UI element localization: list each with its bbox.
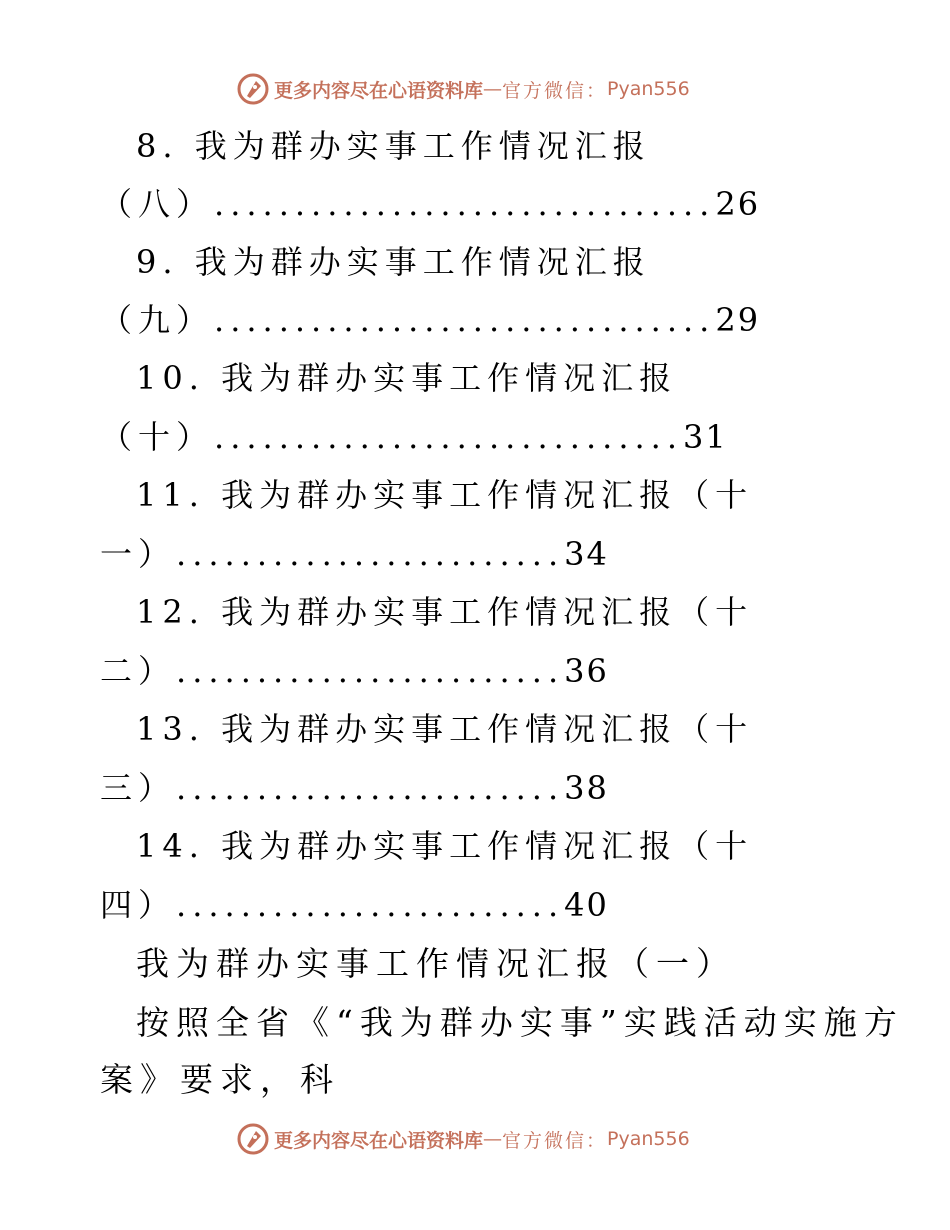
watermark-banner-bottom (236, 1122, 690, 1156)
toc-entry-continuation (100, 184, 760, 224)
watermark-banner-top (236, 72, 690, 106)
toc-leader-dots: ............................... (214, 185, 716, 223)
toc-entry-continuation (100, 417, 728, 457)
paragraph-line: 案》要求，科 (100, 1060, 340, 1099)
toc-entry-title: 12. 我为群办实事工作情况汇报（十 (136, 593, 754, 631)
toc-entry-cont-text: 二） (100, 652, 177, 690)
toc-entry-continuation (100, 885, 609, 925)
watermark-wechat-id: Pyan556 (607, 78, 690, 100)
paragraph-line: 按照全省《“我为群办实事”实践活动实施方 (136, 1003, 904, 1042)
toc-entry-title: 10. 我为群办实事工作情况汇报 (136, 359, 678, 397)
watermark-wechat-label: 官方微信： (502, 1129, 608, 1152)
toc-entry-continuation (100, 534, 609, 574)
toc-entry-cont-text: 一） (100, 535, 177, 573)
toc-page-number: 40 (564, 886, 609, 924)
toc-entry-cont-text: （十） (100, 418, 215, 456)
toc-entry-title: 13. 我为群办实事工作情况汇报（十 (136, 710, 754, 748)
toc-leader-dots: ........................ (176, 535, 565, 573)
toc-entry-cont-text: （九） (100, 301, 215, 339)
toc-entry-title: 8. 我为群办实事工作情况汇报 (136, 127, 651, 165)
pen-nib-icon (236, 72, 270, 106)
toc-page-number: 29 (715, 301, 761, 339)
section-heading: 我为群办实事工作情况汇报（一） (136, 944, 736, 983)
toc-entry-continuation (100, 768, 609, 808)
toc-page-number: 26 (715, 185, 761, 223)
watermark-separator: — (483, 1128, 503, 1150)
toc-entry-title: 14. 我为群办实事工作情况汇报（十 (136, 827, 754, 865)
toc-leader-dots: ........................ (176, 769, 565, 807)
toc-page-number: 36 (564, 652, 609, 690)
watermark-wechat-label: 官方微信： (502, 79, 608, 102)
toc-entry-cont-text: 三） (100, 769, 177, 807)
toc-page-number: 38 (564, 769, 609, 807)
toc-entry-cont-text: （八） (100, 185, 215, 223)
toc-page-number: 31 (683, 418, 728, 456)
toc-entry-cont-text: 四） (100, 886, 177, 924)
watermark-separator: — (483, 78, 503, 100)
toc-leader-dots: ............................... (214, 301, 716, 339)
pen-nib-icon (236, 1122, 270, 1156)
toc-entry-title: 11. 我为群办实事工作情况汇报（十 (136, 476, 754, 514)
toc-page-number: 34 (564, 535, 609, 573)
toc-entry-title: 9. 我为群办实事工作情况汇报 (136, 243, 651, 281)
toc-leader-dots: ............................. (214, 418, 683, 456)
watermark-brand: 更多内容尽在心语资料库 (274, 1129, 484, 1152)
watermark-wechat-id: Pyan556 (607, 1128, 690, 1150)
toc-leader-dots: ........................ (176, 652, 565, 690)
toc-entry-continuation (100, 651, 609, 691)
watermark-brand: 更多内容尽在心语资料库 (274, 79, 484, 102)
toc-leader-dots: ........................ (176, 886, 565, 924)
toc-entry-continuation (100, 300, 760, 340)
